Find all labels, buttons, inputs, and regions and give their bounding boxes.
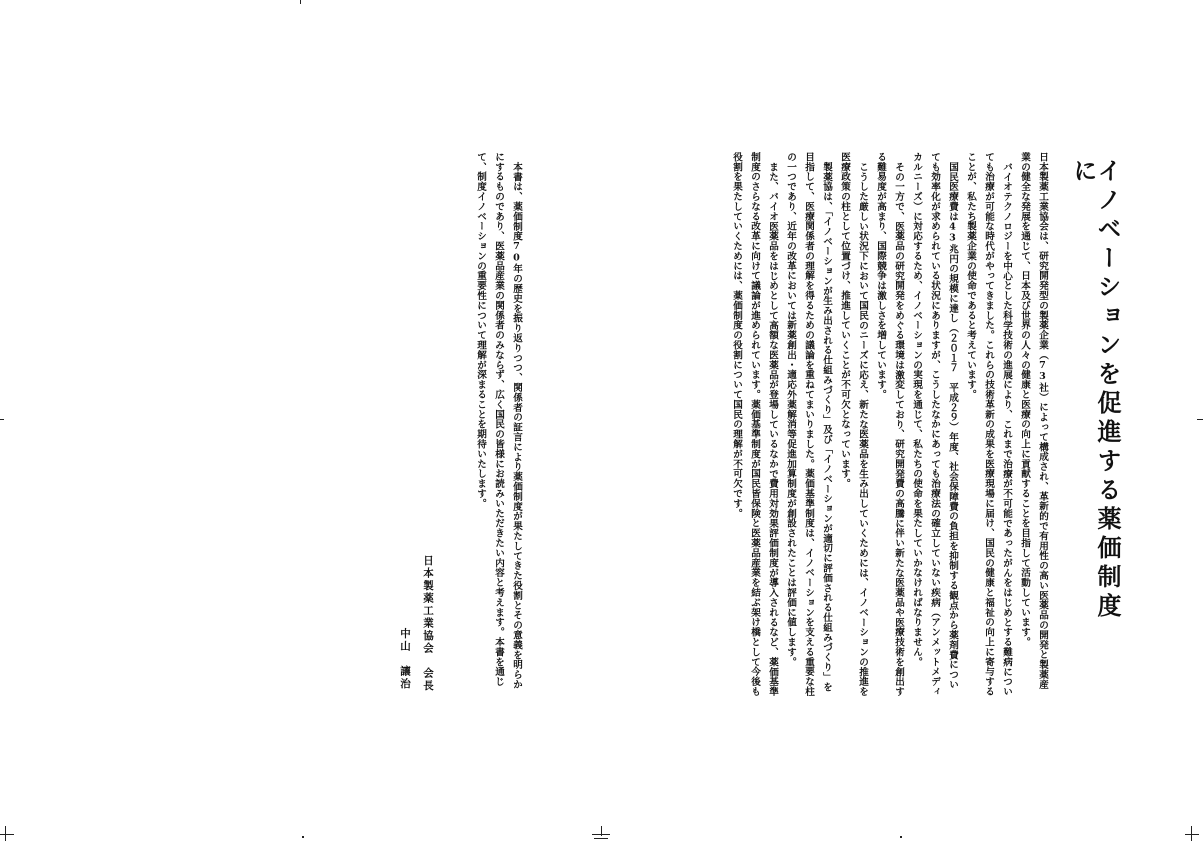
body-paragraph: 国民医療費は43兆円の規模に達し（２０１７ 平成２９）年度、社会保障費の負担を抑制する観点から薬剤費についても効率化が求められている状況にありますが、こうしたなかにあっても治療法の確立していない疾病（アンメットメディカルニーズ）に対応するため、イノベーションの実現を通じて、私たちの使命を果たしていかなければなりません。 (911, 152, 958, 697)
body-paragraph: その一方で、医薬品の研究開発をめぐる環境は激変しており、研究開発費の高騰に伴い新たな医薬品や医療技術を創出する難易度が高まり、国際競争は激しさを増しています。 (875, 152, 904, 697)
crop-mark-bottom-center-h (592, 834, 610, 835)
crop-mark-right (1197, 419, 1203, 420)
crop-mark-dot-1 (302, 836, 304, 838)
main-body (727, 152, 1051, 697)
preface-paragraph: 本書は、薬価制度70年の歴史を振り返りつつ、関係者の証言により薬価制度が果たしてきた役割とその意義を明らかにするものであり、医薬品産業の関係者のみならず、広く国民の皆様にお読みいただきたい内容と考えます。本書を通じて、制度イノベーションの重要性について理解が深まることを期待いたします。 (475, 152, 522, 690)
document-title: イノベーションを促進する薬価制度に (1069, 158, 1122, 622)
crop-mark-bottom-center-h2 (594, 838, 608, 839)
body-paragraph: 日本製薬工業協会は、研究開発型の製薬企業（73社）によって構成され、革新的で有用性の高い医薬品の開発と製薬産業の健全な発展を通じて、日本及び世界の人々の健康と医療の向上に貢献することを目指して活動しています。 (1019, 152, 1048, 690)
preface-block (471, 152, 525, 697)
crop-mark-left (0, 419, 4, 420)
body-paragraph: バイオテクノロジーを中心とした科学技術の進展により、これまで治療が不可能であったがんをはじめとする難病についても治療が可能な時代がやってきました。これらの技術革新の成果を医療現場に届け、国民の健康と福祉の向上に寄与することが、私たち製薬企業の使命であると考えています。 (965, 152, 1012, 697)
crop-mark-bottom-left-h (0, 834, 14, 835)
crop-mark-top (300, 0, 301, 4)
body-paragraph: 製薬協は、「イノベーションが生み出される仕組みづくり」及び「イノベーションが適切に評価される仕組みづくり」を目指して、医療関係者の理解を得るための議論を重ねてまいりました。薬価基準制度は、イノベーションを支える重要な柱の一つであり、近年の改革においては新薬創出・適応外薬解消等促進加算制度が創設されたことは評価に値します。 (785, 152, 832, 697)
body-paragraph: こうした厳しい状況下において国民のニーズに応え、新たな医薬品を生み出していくためには、イノベーションの推進を医療政策の柱として位置づけ、推進していくことが不可欠となっています。 (839, 152, 868, 697)
crop-mark-dot-2 (900, 836, 902, 838)
signature-name: 中山 讓治 (399, 628, 411, 691)
body-paragraph: また、バイオ医薬品をはじめとして高額な医薬品が登場しているなかで費用対効果評価制度が導入されるなど、薬価基準制度のさらなる改革に向けて議論が進められています。薬価基準制度が国民皆保険と医薬品産業を結ぶ架け橋として今後も役割を果たしていくためには、薬価制度の役割について国民の理解が不可欠です。 (731, 152, 778, 697)
crop-mark-bottom-right-h (1185, 834, 1199, 835)
signature-organization: 日本製薬工業協会 会長 (422, 555, 434, 693)
